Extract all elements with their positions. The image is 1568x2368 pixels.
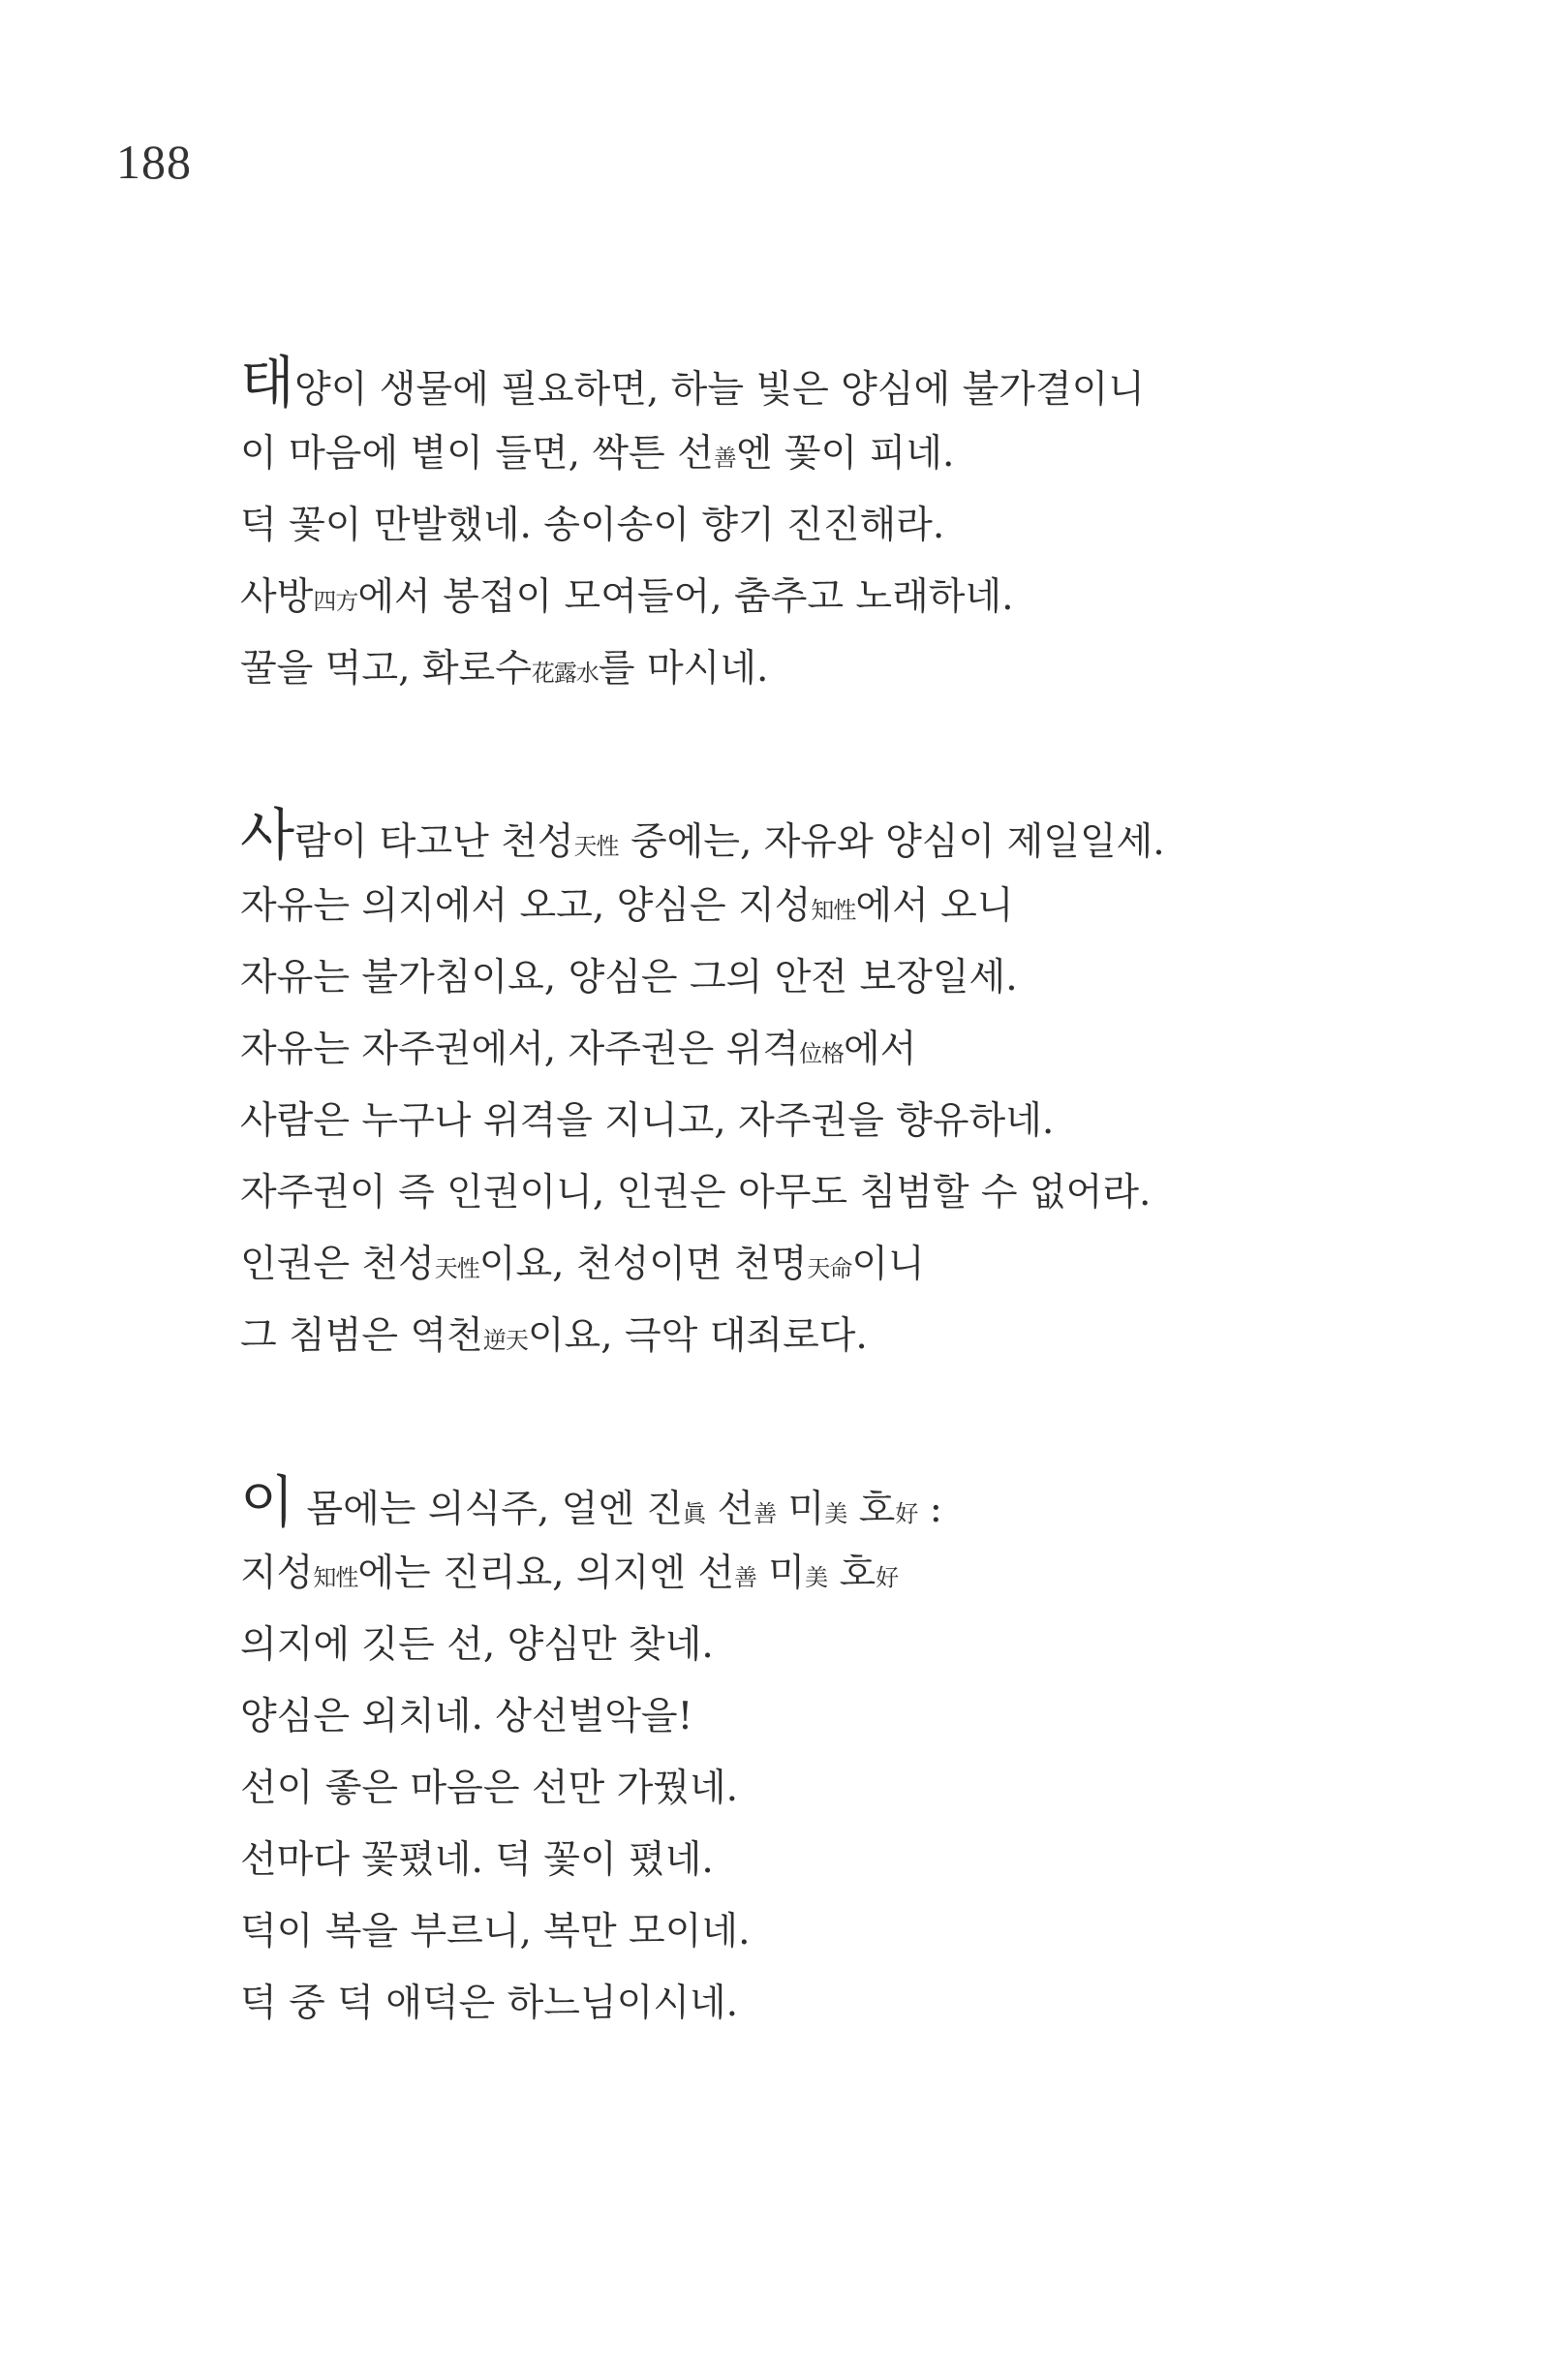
- poem-line: [240, 942, 1499, 1014]
- poem-line: [240, 1014, 1499, 1086]
- poem-line: [240, 799, 1499, 871]
- hanja-annotation: 眞: [683, 1500, 706, 1527]
- line-text: 에는 진리요, 의지엔 선: [357, 1552, 735, 1595]
- line-text: 호: [846, 1488, 896, 1531]
- hanja-annotation: 天命: [807, 1255, 852, 1282]
- line-text: 선마다 꽃폈네. 덕 꽃이 폈네.: [240, 1838, 714, 1882]
- line-text: 자유는 불가침이요, 양심은 그의 안전 보장일세.: [240, 956, 1018, 999]
- hanja-annotation: 美: [805, 1564, 828, 1591]
- poem: [240, 347, 1499, 2134]
- poem-line: [240, 633, 1499, 705]
- poem-line: [240, 1157, 1499, 1229]
- line-text: 미: [756, 1552, 806, 1595]
- line-text: 덕 꽃이 만발했네. 송이송이 향기 진진해라.: [240, 504, 945, 547]
- line-text: 의지에 깃든 선, 양심만 찾네.: [240, 1623, 714, 1667]
- line-text: 엔 꽃이 피네.: [735, 432, 955, 476]
- hanja-annotation: 四方: [313, 588, 358, 615]
- line-text: 이요, 천성이면 천명: [478, 1243, 808, 1286]
- poem-line: [240, 871, 1499, 942]
- line-text: 몸에는 의식주, 얼엔 진: [294, 1488, 684, 1531]
- poem-line: [240, 1229, 1499, 1301]
- poem-line: [240, 562, 1499, 633]
- hanja-annotation: 善: [713, 445, 736, 472]
- poem-line: [240, 1681, 1499, 1753]
- line-text: 자유는 자주권에서, 자주권은 위격: [240, 1028, 800, 1071]
- page-number: 188: [116, 135, 192, 189]
- line-text: 지성: [240, 1552, 314, 1595]
- stanza-3: [240, 1466, 1499, 2040]
- line-text: 에서 봉접이 모여들어, 춤추고 노래하네.: [357, 575, 1014, 619]
- line-text: 중에는, 자유와 양심이 제일일세.: [618, 820, 1165, 864]
- poem-line: [240, 1968, 1499, 2040]
- line-text: 에서 오니: [855, 884, 1014, 928]
- line-text: 덕이 복을 부르니, 복만 모이네.: [240, 1910, 751, 1953]
- line-text: 선: [705, 1488, 754, 1531]
- line-text: 꿀을 먹고, 화로수: [240, 647, 532, 691]
- line-text: 자유는 의지에서 오고, 양심은 지성: [240, 884, 812, 928]
- line-text: 사람은 누구나 위격을 지니고, 자주권을 향유하네.: [240, 1099, 1055, 1143]
- hanja-annotation: 位格: [799, 1040, 845, 1067]
- poem-line: [240, 1753, 1499, 1825]
- hanja-annotation: 知性: [811, 897, 856, 924]
- line-text: 인권은 천성: [240, 1243, 435, 1286]
- line-text: 선이 좋은 마음은 선만 가꿨네.: [240, 1767, 739, 1810]
- line-text: 이 마음에 볕이 들면, 싹튼 선: [240, 432, 714, 476]
- line-text: 에서: [844, 1028, 917, 1071]
- stanza-2: [240, 799, 1499, 1372]
- poem-line: [240, 1466, 1499, 1538]
- hanja-annotation: 花露水: [531, 660, 599, 687]
- hanja-annotation: 好: [876, 1564, 899, 1591]
- stanza-1: [240, 347, 1499, 705]
- dropcap: 이: [240, 1469, 295, 1535]
- poem-line: [240, 418, 1499, 490]
- hanja-annotation: 美: [824, 1500, 847, 1527]
- line-text: 이니: [851, 1243, 925, 1286]
- line-text: :: [917, 1488, 942, 1531]
- poem-line: [240, 1896, 1499, 1968]
- line-text: 이요, 극악 대죄로다.: [527, 1314, 868, 1358]
- line-text: 미: [776, 1488, 825, 1531]
- line-text: 양심은 외치네. 상선벌악을!: [240, 1695, 693, 1738]
- line-text: 그 침범은 역천: [240, 1314, 483, 1358]
- poem-line: [240, 1086, 1499, 1157]
- line-text: 사방: [240, 575, 314, 619]
- line-text: 호: [827, 1552, 876, 1595]
- hanja-annotation: 好: [895, 1500, 918, 1527]
- hanja-annotation: 善: [753, 1500, 777, 1527]
- poem-line: [240, 347, 1499, 418]
- poem-line: [240, 1825, 1499, 1896]
- poem-line: [240, 1610, 1499, 1681]
- hanja-annotation: 善: [734, 1564, 757, 1591]
- poem-line: [240, 490, 1499, 562]
- poem-line: [240, 1301, 1499, 1372]
- hanja-annotation: 知性: [313, 1564, 358, 1591]
- line-text: 를 마시네.: [598, 647, 769, 691]
- line-text: 덕 중 덕 애덕은 하느님이시네.: [240, 1982, 739, 2025]
- poem-line: [240, 1538, 1499, 1610]
- line-text: 람이 타고난 천성: [294, 820, 574, 864]
- dropcap: 태: [240, 350, 295, 415]
- line-text: 자주권이 즉 인권이니, 인권은 아무도 침범할 수 없어라.: [240, 1171, 1152, 1215]
- hanja-annotation: 逆天: [482, 1327, 528, 1354]
- dropcap: 사: [240, 802, 295, 868]
- hanja-annotation: 天性: [573, 833, 619, 860]
- line-text: 양이 생물에 필요하면, 하늘 빛은 양심에 불가결이니: [294, 368, 1145, 412]
- hanja-annotation: 天性: [434, 1255, 479, 1282]
